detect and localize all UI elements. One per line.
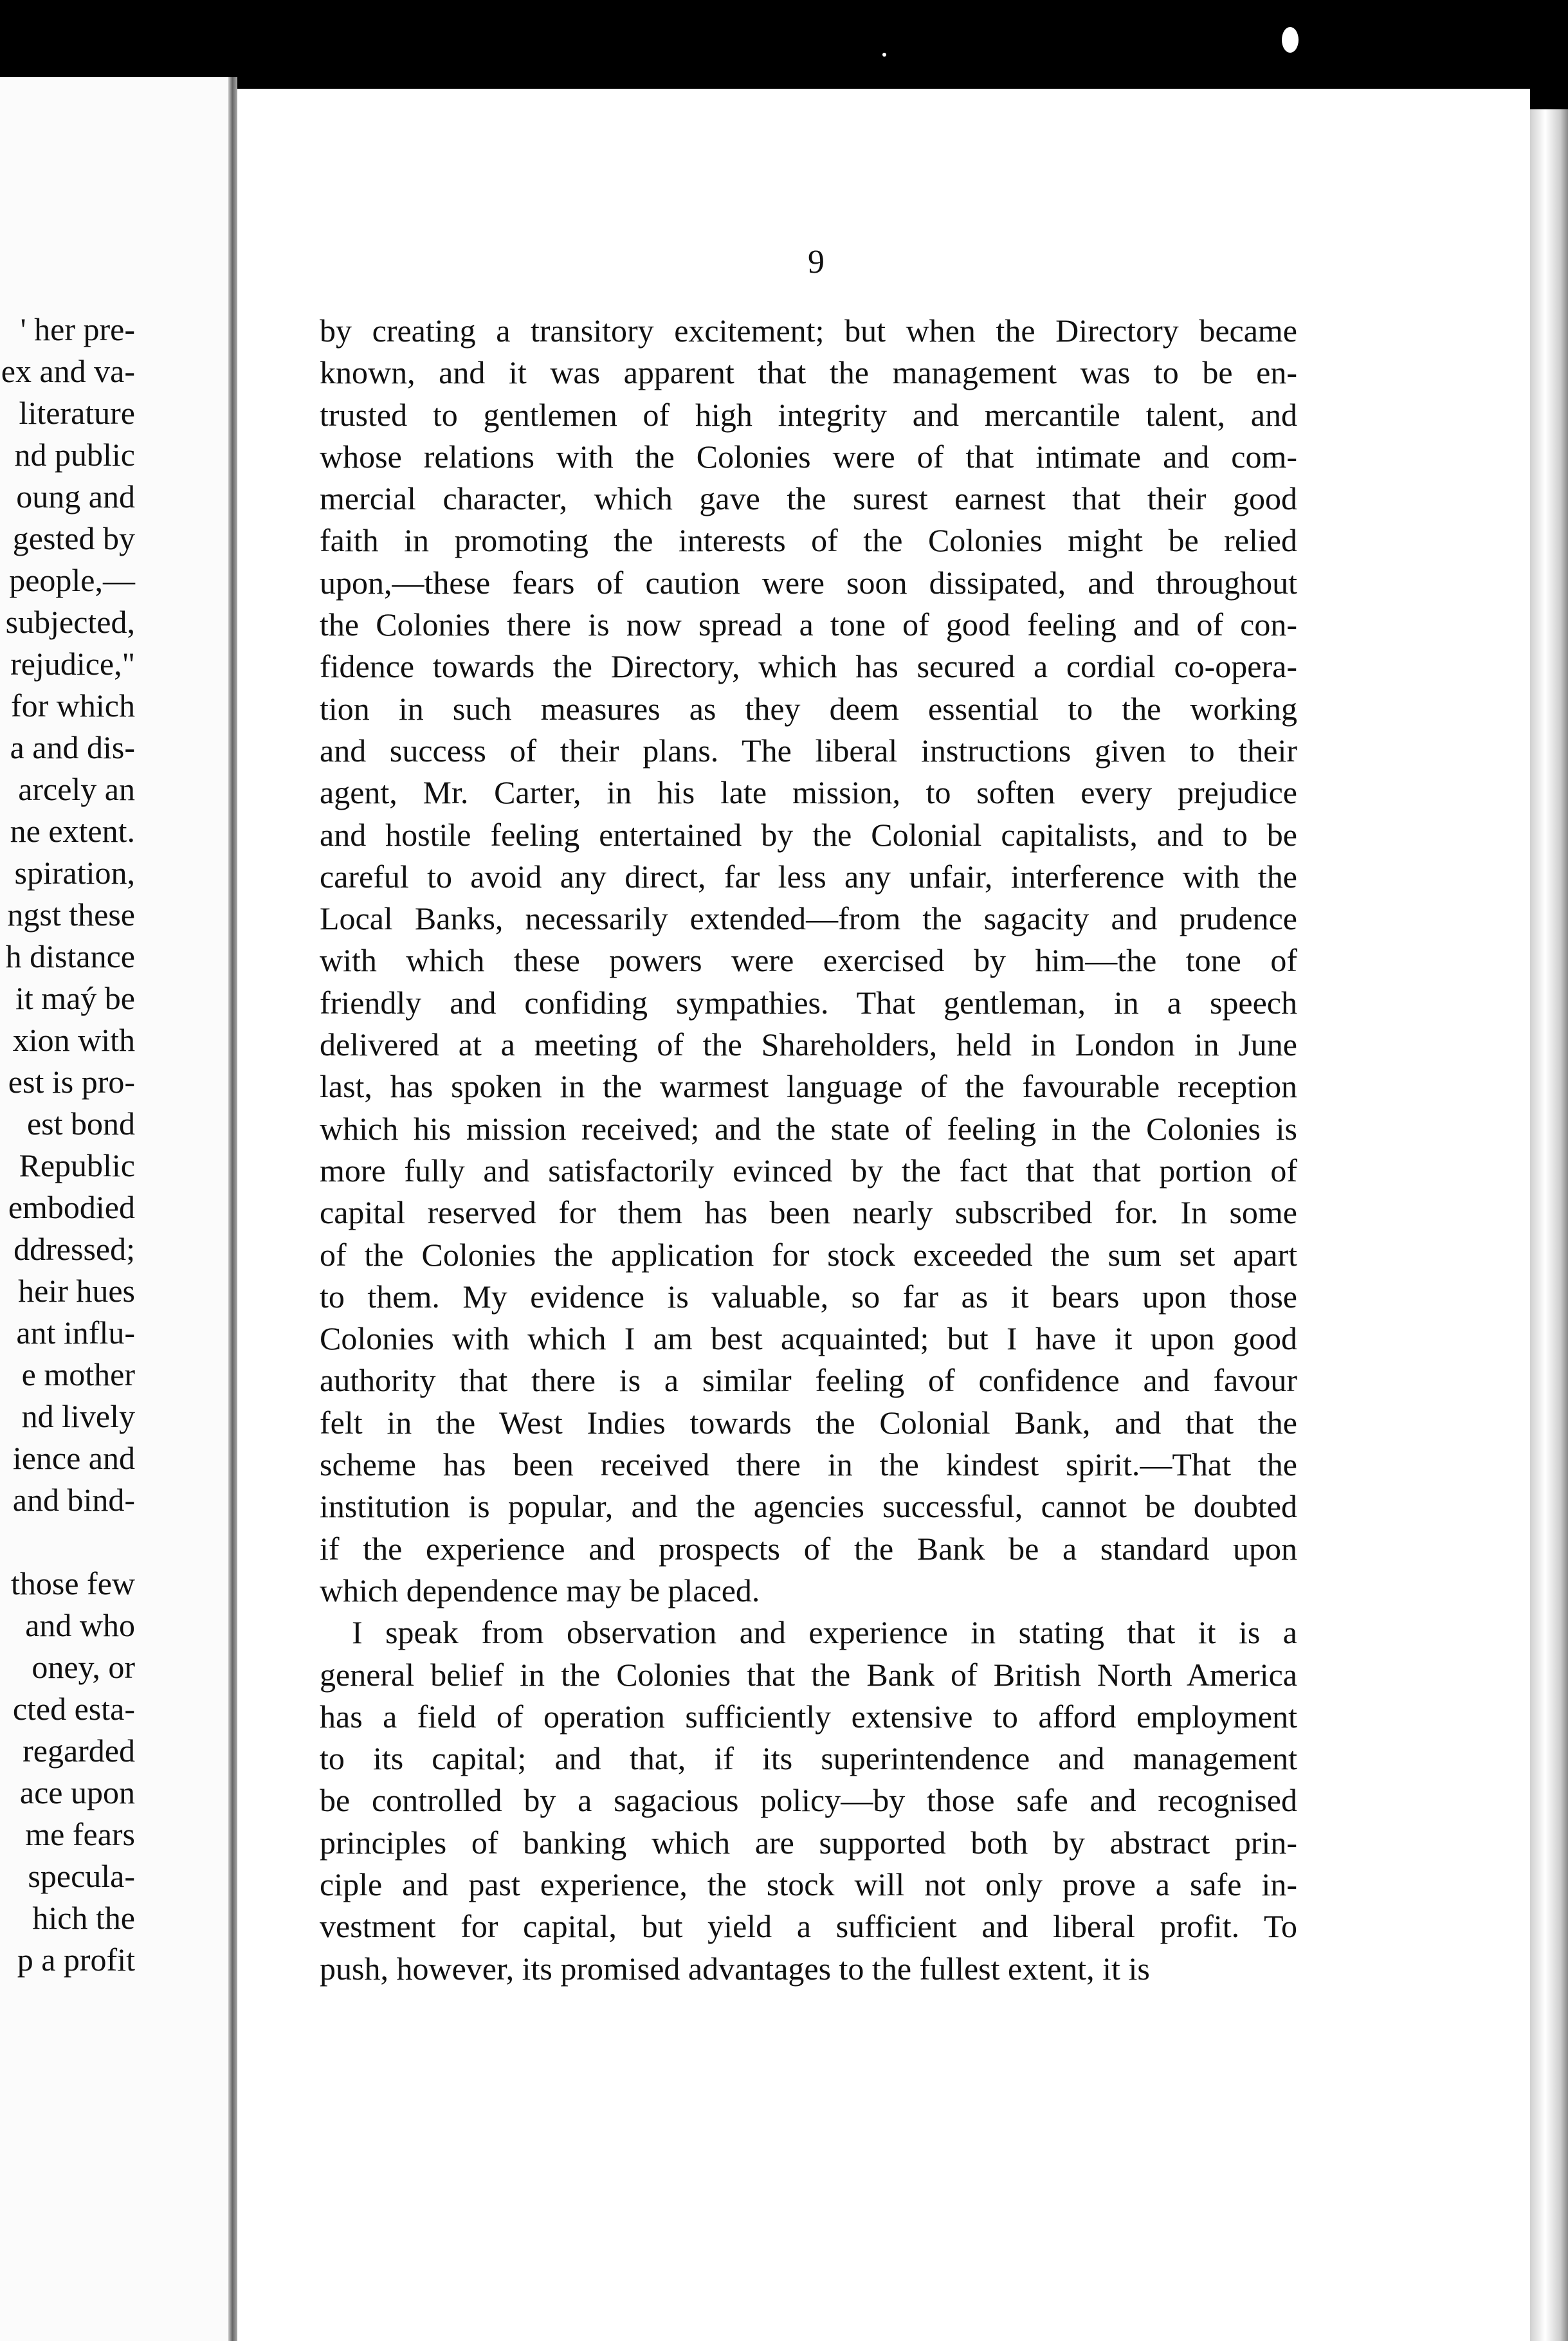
text-line: more fully and satisfactorily evinced by the fact that that portion of — [320, 1152, 1297, 1189]
left-page-line: oung and — [16, 478, 135, 515]
left-page-line: ience and — [12, 1440, 135, 1476]
text-line: felt in the West Indies towards the Colonial Bank, and that the — [320, 1404, 1297, 1441]
left-page-line: cted esta- — [12, 1691, 135, 1727]
text-line: delivered at a meeting of the Shareholders, held in London in June — [320, 1026, 1297, 1063]
text-line: institution is popular, and the agencies successful, cannot be doubted — [320, 1488, 1297, 1525]
text-line: Colonies with which I am best acquainted; but I have it upon good — [320, 1320, 1297, 1357]
left-page-line: me fears — [25, 1816, 135, 1852]
left-page-line: oney, or — [32, 1649, 135, 1685]
text-line: mercial character, which gave the surest earnest that their good — [320, 480, 1297, 517]
left-page-line: and who — [25, 1607, 135, 1643]
text-line: known, and it was apparent that the management was to be en- — [320, 354, 1297, 391]
left-page-line: hich the — [32, 1900, 135, 1936]
left-page-line: est is pro- — [8, 1064, 135, 1100]
text-line: vestment for capital, but yield a sufficient and liberal profit. To — [320, 1908, 1297, 1945]
text-line: which dependence may be placed. — [320, 1572, 760, 1608]
left-page-line: h distance — [5, 938, 135, 974]
left-page-line: ngst these — [7, 897, 135, 933]
text-line: principles of banking which are supported both by abstract prin- — [320, 1824, 1297, 1861]
text-line: fidence towards the Directory, which has secured a cordial co-opera- — [320, 648, 1297, 685]
left-page-line: Republic — [19, 1147, 135, 1183]
left-page-line: people,— — [9, 562, 135, 598]
text-line: by creating a transitory excitement; but when the Directory became — [320, 313, 1297, 349]
text-line: of the Colonies the application for stock exceeded the sum set apart — [320, 1236, 1297, 1273]
text-line: to its capital; and that, if its superintendence and management — [320, 1740, 1297, 1777]
left-page-line: ace upon — [19, 1774, 135, 1810]
text-line: push, however, its promised advantages to the fullest extent, it is — [320, 1950, 1150, 1987]
left-page-line: literature — [19, 395, 135, 431]
left-page-line: ex and va- — [1, 353, 135, 389]
text-line: Local Banks, necessarily extended—from the sagacity and prudence — [320, 900, 1297, 937]
right-page — [237, 89, 1530, 2341]
left-page — [0, 77, 232, 2341]
left-page-line: e mother — [21, 1356, 135, 1392]
text-line: agent, Mr. Carter, in his late mission, to soften every prejudice — [320, 774, 1297, 811]
left-page-line: rejudice," — [10, 646, 135, 682]
scan-speck — [882, 53, 886, 57]
book-spine — [228, 77, 237, 2341]
text-line: authority that there is a similar feeling of confidence and favour — [320, 1362, 1297, 1399]
text-line: whose relations with the Colonies were of that intimate and com- — [320, 438, 1297, 475]
text-line: trusted to gentlemen of high integrity and mercantile talent, and — [320, 396, 1297, 433]
page-number: 9 — [808, 244, 825, 280]
text-line: if the experience and prospects of the Bank be a standard upon — [320, 1530, 1297, 1567]
left-page-line: arcely an — [18, 771, 135, 807]
body-text — [320, 310, 1297, 1990]
scan-speck — [1282, 27, 1299, 53]
left-page-line: nd public — [14, 437, 135, 473]
left-page-line: ddressed; — [14, 1231, 135, 1267]
left-page-line: p a profit — [17, 1942, 135, 1978]
left-page-line: spiration, — [14, 855, 135, 891]
left-page-line: gested by — [12, 520, 135, 556]
text-line: tion in such measures as they deem essential to the working — [320, 690, 1297, 727]
text-line: ciple and past experience, the stock will not only prove a safe in- — [320, 1866, 1297, 1902]
text-line: the Colonies there is now spread a tone of good feeling and of con- — [320, 606, 1297, 643]
text-line: with which these powers were exercised by him—the tone of — [320, 942, 1297, 979]
text-line: which his mission received; and the state of feeling in the Colonies is — [320, 1110, 1297, 1147]
left-page-line: ne extent. — [10, 813, 135, 849]
text-line: careful to avoid any direct, far less any unfair, interference with the — [320, 858, 1297, 895]
text-line: to them. My evidence is valuable, so far as it bears upon those — [320, 1278, 1297, 1315]
page-edge — [1530, 109, 1568, 2341]
text-line: faith in promoting the interests of the Colonies might be relied — [320, 522, 1297, 559]
text-line: scheme has been received there in the kindest spirit.—That the — [320, 1446, 1297, 1483]
left-page-line: subjected, — [5, 604, 135, 640]
text-line: friendly and confiding sympathies. That gentleman, in a speech — [320, 984, 1297, 1021]
left-page-line: and bind- — [12, 1482, 135, 1518]
text-line: capital reserved for them has been nearly subscribed for. In some — [320, 1194, 1297, 1231]
left-page-line: heir hues — [18, 1273, 135, 1309]
left-page-line: it maý be — [15, 980, 135, 1016]
text-line: and hostile feeling entertained by the Colonial capitalists, and to be — [320, 816, 1297, 853]
left-page-line: those few — [11, 1565, 135, 1601]
left-page-line: nd lively — [21, 1398, 135, 1434]
left-page-text — [0, 309, 135, 1981]
left-page-line: regarded — [23, 1733, 135, 1769]
text-line: and success of their plans. The liberal instructions given to their — [320, 732, 1297, 769]
left-page-line: ant influ- — [16, 1315, 135, 1351]
left-page-line: xion with — [12, 1022, 135, 1058]
text-line: upon,—these fears of caution were soon dissipated, and throughout — [320, 564, 1297, 601]
left-page-line — [0, 1521, 135, 1563]
text-line: I speak from observation and experience in stating that it is a — [352, 1614, 1297, 1651]
text-line: general belief in the Colonies that the Bank of British North America — [320, 1656, 1297, 1693]
text-line: be controlled by a sagacious policy—by those safe and recognised — [320, 1782, 1297, 1819]
left-page-line: a and dis- — [10, 729, 135, 765]
left-page-line: for which — [11, 688, 135, 724]
text-line: has a field of operation sufficiently extensive to afford employment — [320, 1698, 1297, 1735]
text-line: last, has spoken in the warmest language of the favourable reception — [320, 1068, 1297, 1105]
left-page-line: specula- — [28, 1858, 135, 1894]
left-page-line: ' her pre- — [20, 311, 135, 347]
left-page-line: embodied — [8, 1189, 135, 1225]
left-page-line: est bond — [26, 1106, 135, 1142]
